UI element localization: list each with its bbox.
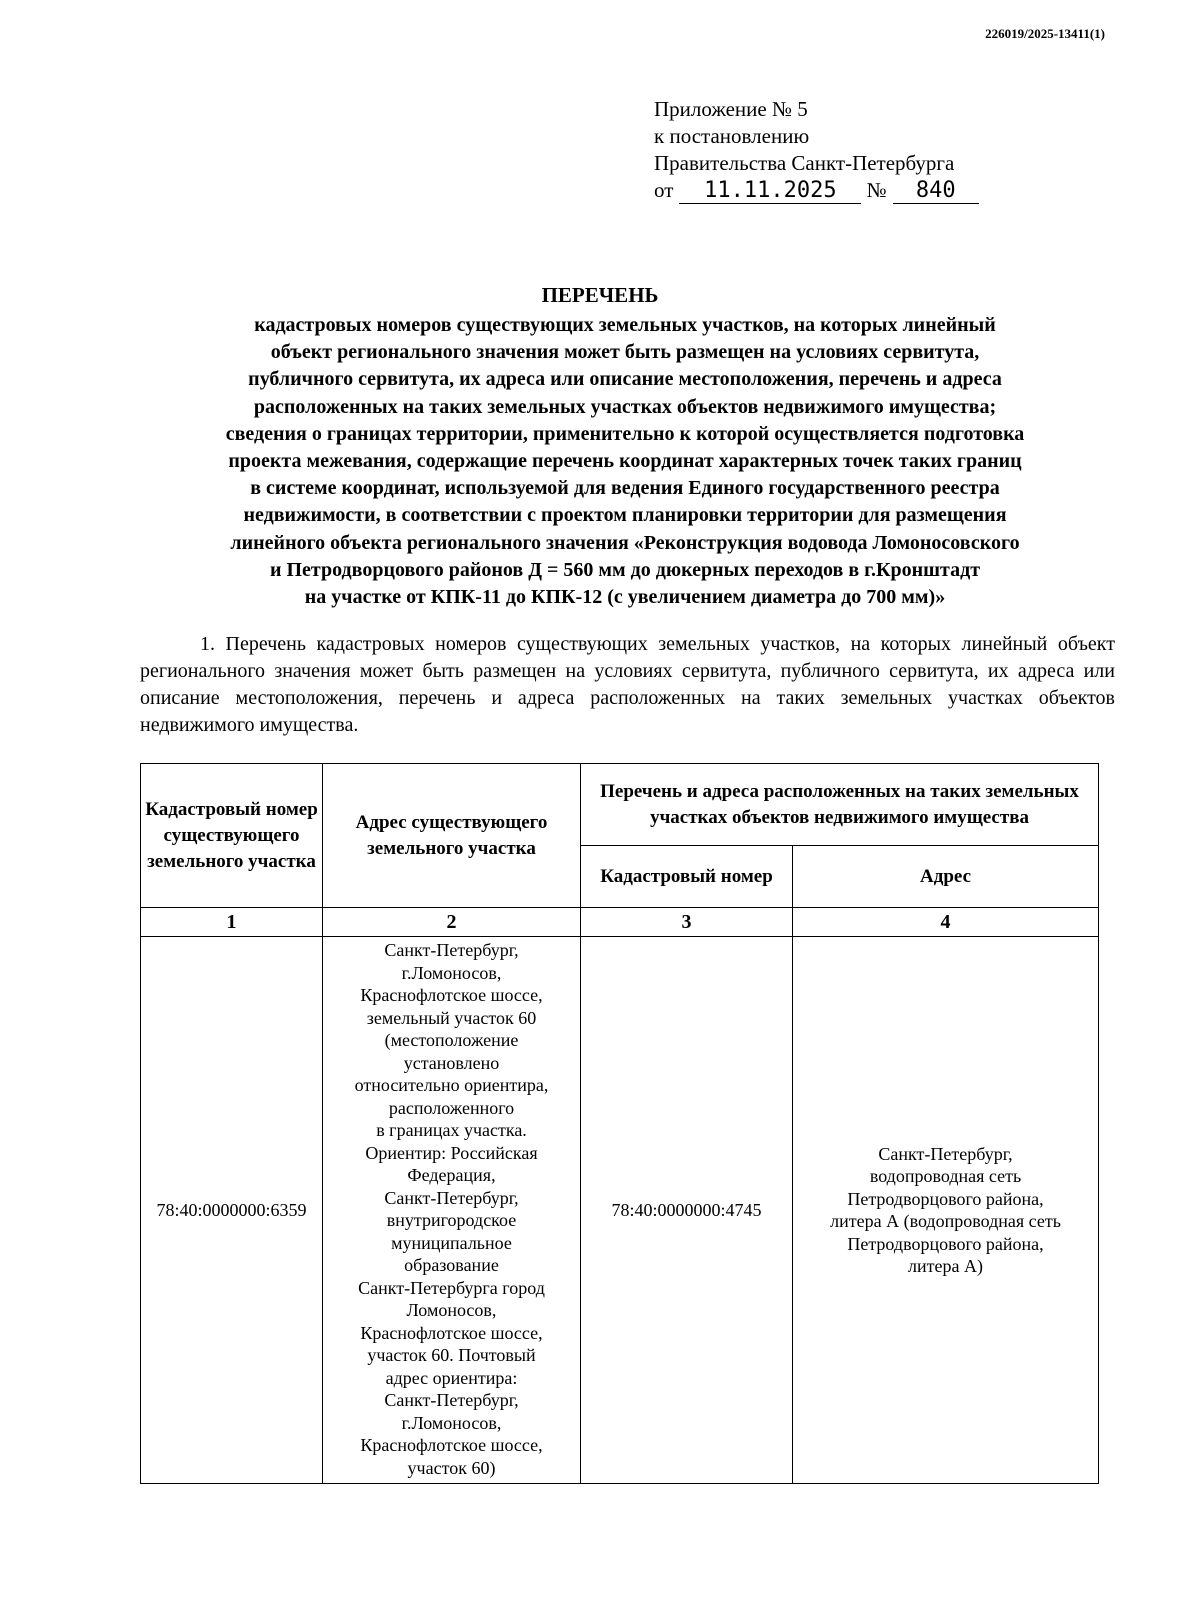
appendix-date-line: [654, 177, 979, 204]
object-address-line: водопроводная сеть: [869, 1166, 1022, 1186]
address-line: Краснофлотское шоссе,: [360, 1322, 543, 1343]
address-line: Санкт-Петербурга город: [358, 1277, 545, 1298]
document-title: ПЕРЕЧЕНЬ: [541, 283, 659, 307]
subtitle-line: объект регионального значения может быть размещен на условиях сервитута,: [270, 341, 980, 364]
object-cadastral-number: 78:40:0000000:4745: [581, 937, 793, 1484]
subtitle-line: публичного сервитута, их адреса или описание местоположения, перечень и адреса: [248, 368, 1002, 391]
appendix-block: [654, 96, 979, 204]
address-line: в границах участка.: [376, 1120, 527, 1140]
address-line: муниципальное: [391, 1232, 512, 1253]
column-index: 1: [141, 908, 323, 937]
address-line: Федерация,: [407, 1165, 496, 1185]
column-index: 3: [581, 908, 793, 937]
address-line: внутригородское: [386, 1210, 517, 1230]
address-line: Краснофлотское шоссе,: [360, 1435, 543, 1455]
subtitle-line: недвижимости, в соответствии с проектом планировки территории для размещения: [243, 504, 1007, 527]
header-object-address: Адрес: [793, 846, 1099, 908]
subtitle-line: линейного объекта регионального значения «Реконструкция водовода Ломоносовского: [230, 531, 1020, 554]
resolution-date: 11.11.2025: [679, 179, 861, 204]
from-label: от: [654, 178, 674, 202]
object-address-line: Петродворцового района,: [847, 1233, 1044, 1254]
address-line: Ломоносов,: [406, 1300, 497, 1320]
address-line: образование: [404, 1255, 499, 1275]
address-line: установлено: [403, 1052, 500, 1073]
address-line: г.Ломоносов,: [401, 962, 502, 983]
plot-cadastral-number: 78:40:0000000:6359: [141, 937, 323, 1484]
appendix-line-1: Приложение № 5: [654, 97, 808, 121]
object-address-line: литера А (водопроводная сеть: [830, 1211, 1061, 1231]
address-line: (местоположение: [384, 1030, 519, 1050]
table-row: [141, 937, 1099, 1484]
address-line: Санкт-Петербург,: [384, 940, 519, 960]
resolution-number: 840: [893, 179, 979, 204]
address-line: земельный участок 60: [366, 1007, 537, 1028]
header-plot-cadastral: Кадастровый номер существующего земельного участка: [141, 764, 323, 908]
address-line: расположенного: [388, 1097, 515, 1118]
header-plot-address: Адрес существующего земельного участка: [323, 764, 581, 908]
document-subtitle: [135, 312, 1115, 611]
object-address: [793, 937, 1099, 1484]
land-plots-table: [140, 763, 1099, 1484]
column-index: 2: [323, 908, 581, 937]
address-line: Санкт-Петербург,: [384, 1390, 519, 1410]
appendix-line-2: к постановлению: [654, 124, 810, 148]
object-address-line: литера А): [908, 1256, 983, 1276]
address-line: г.Ломоносов,: [401, 1412, 502, 1433]
subtitle-line: в системе координат, используемой для ведения Единого государственного реестра: [250, 477, 1000, 500]
subtitle-line: расположенных на таких земельных участках объектов недвижимого имущества;: [253, 395, 997, 418]
address-line: относительно ориентира,: [354, 1075, 549, 1095]
subtitle-line: кадастровых номеров существующих земельных участков, на которых линейный: [254, 314, 996, 336]
subtitle-line: проекта межевания, содержащие перечень координат характерных точек таких границ: [228, 450, 1022, 473]
header-object-cadastral: Кадастровый номер: [581, 846, 793, 908]
number-label: №: [866, 178, 887, 202]
object-address-line: Петродворцового района,: [847, 1188, 1044, 1209]
column-index: 4: [793, 908, 1099, 937]
intro-paragraph: 1. Перечень кадастровых номеров существующих земельных участков, на которых линейный объект регионального значения может быть размещен на условиях сервитута, публичного сервитута, их адреса или описание местоположения, перечень и адреса расположенных на таких земельных участках объектов недвижимого имущества.: [140, 633, 1115, 736]
address-line: Краснофлотское шоссе,: [360, 985, 543, 1005]
subtitle-line: сведения о границах территории, применительно к которой осуществляется подготовка: [225, 422, 1025, 445]
subtitle-line: и Петродворцового районов Д = 560 мм до дюкерных переходов в г.Кронштадт: [269, 558, 981, 581]
address-line: адрес ориентира:: [385, 1367, 518, 1388]
document-registration-number: 226019/2025-13411(1): [985, 26, 1105, 41]
address-line: Санкт-Петербург,: [384, 1187, 519, 1208]
address-line: участок 60. Почтовый: [367, 1345, 536, 1365]
address-line: участок 60): [407, 1457, 496, 1478]
subtitle-line: на участке от КПК-11 до КПК-12 (с увеличением диаметра до 700 мм)»: [304, 586, 946, 609]
header-objects-group: Перечень и адреса расположенных на таких земельных участках объектов недвижимого имущества: [581, 764, 1099, 846]
object-address-line: Санкт-Петербург,: [878, 1143, 1013, 1164]
plot-address: [323, 937, 581, 1484]
address-line: Ориентир: Российская: [365, 1142, 538, 1163]
column-index-row: [141, 908, 1099, 937]
appendix-line-3: Правительства Санкт-Петербурга: [654, 151, 955, 175]
